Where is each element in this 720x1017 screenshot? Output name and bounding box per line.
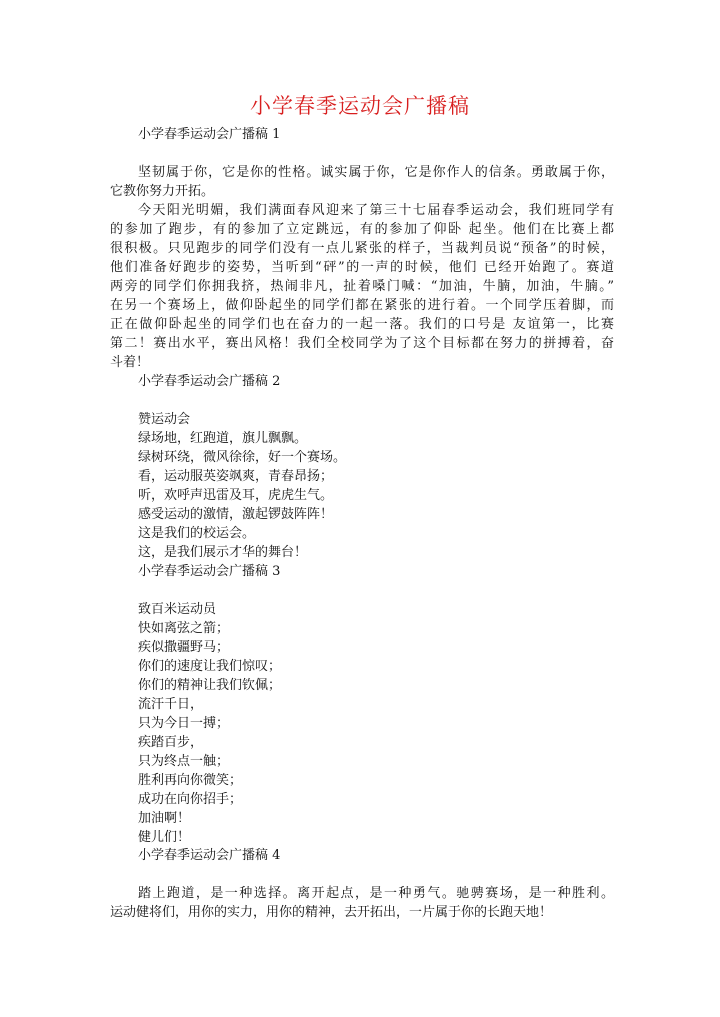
section-heading: 小学春季运动会广播稿 1 — [138, 127, 281, 142]
section-4-paragraph — [110, 884, 614, 922]
poem-line: 疾踏百步， — [138, 735, 204, 750]
poem-line: 听，欢呼声迅雷及耳，虎虎生气。 — [138, 488, 334, 503]
text-line: 两旁的同学们你拥我挤，热闹非凡，扯着嗓门喊：“加油，牛腩，加油，牛腩。” — [110, 279, 614, 294]
text-line: 很积极。只见跑步的同学们没有一点儿紧张的样子，当裁判员说“预备”的时候， — [110, 241, 614, 256]
poem-line: 快如离弦之箭； — [138, 621, 230, 636]
poem-line: 这，是我们展示才华的舞台！ — [138, 545, 308, 560]
text-line: 它教你努力开拓。 — [110, 184, 215, 199]
text-line: 坚韧属于你，它是你的性格。诚实属于你，它是你作人的信条。勇敢属于你， — [138, 165, 614, 180]
poem-line: 赞运动会 — [138, 412, 191, 427]
poem-line: 绿树环绕，微风徐徐，好一个赛场。 — [138, 450, 347, 465]
poem-line: 致百米运动员 — [138, 602, 217, 617]
section-heading: 小学春季运动会广播稿 4 — [138, 848, 281, 863]
text-line: 斗着！ — [110, 355, 150, 370]
poem-line: 疾似撒疆野马； — [138, 640, 230, 655]
poem-line: 胜利再向你微笑； — [138, 773, 243, 788]
poem-line: 你们的精神让我们钦佩； — [138, 678, 282, 693]
poem-line: 只为终点一触； — [138, 754, 230, 769]
section-3-poem — [110, 600, 614, 847]
text-line: 正在做仰卧起坐的同学们也在奋力的一起一落。我们的口号是 友谊第一，比赛 — [110, 317, 614, 332]
poem-line: 流汗千日， — [138, 697, 204, 712]
section-heading: 小学春季运动会广播稿 3 — [138, 564, 281, 579]
section-1-paragraph-1 — [110, 163, 614, 201]
text-line: 运动健将们，用你的实力，用你的精神，去开拓出，一片属于你的长跑天地！ — [110, 905, 553, 920]
poem-line: 感受运动的激情，激起锣鼓阵阵！ — [138, 507, 334, 522]
poem-line: 加油啊！ — [138, 811, 191, 826]
text-line: 第二！赛出水平，赛出风格！我们全校同学为了这个目标都在努力的拼搏着，奋 — [110, 336, 614, 351]
poem-line: 绿场地，红跑道，旗儿飘飘。 — [138, 431, 308, 446]
section-1 — [110, 125, 614, 144]
poem-line: 这是我们的校运会。 — [138, 526, 256, 541]
section-heading: 小学春季运动会广播稿 2 — [138, 374, 281, 389]
text-line: 他们准备好跑步的姿势，当听到“砰”的一声的时候，他们 已经开始跑了。赛道 — [110, 260, 614, 275]
poem-line: 只为今日一搏； — [138, 716, 230, 731]
section-4 — [110, 846, 614, 865]
poem-line: 看，运动服英姿飒爽，青春昂扬； — [138, 469, 334, 484]
section-1-paragraph-2 — [110, 201, 614, 372]
poem-line: 健儿们！ — [138, 830, 191, 845]
section-2-poem — [110, 410, 614, 562]
text-line: 踏上跑道，是一种选择。离开起点，是一种勇气。驰骋赛场，是一种胜利。 — [138, 886, 614, 901]
document-title: 小学春季运动会广播稿 — [250, 94, 470, 118]
text-line: 在另一个赛场上，做仰卧起坐的同学们都在紧张的进行着。一个同学压着脚，而 — [110, 298, 614, 313]
section-2 — [110, 372, 614, 391]
section-3 — [110, 562, 614, 581]
text-line: 的参加了跑步，有的参加了立定跳远，有的参加了仰卧 起坐。他们在比赛上都 — [110, 222, 614, 237]
poem-line: 成功在向你招手； — [138, 792, 243, 807]
text-line: 今天阳光明媚，我们满面春风迎来了第三十七届春季运动会，我们班同学有 — [138, 203, 614, 218]
poem-line: 你们的速度让我们惊叹； — [138, 659, 282, 674]
